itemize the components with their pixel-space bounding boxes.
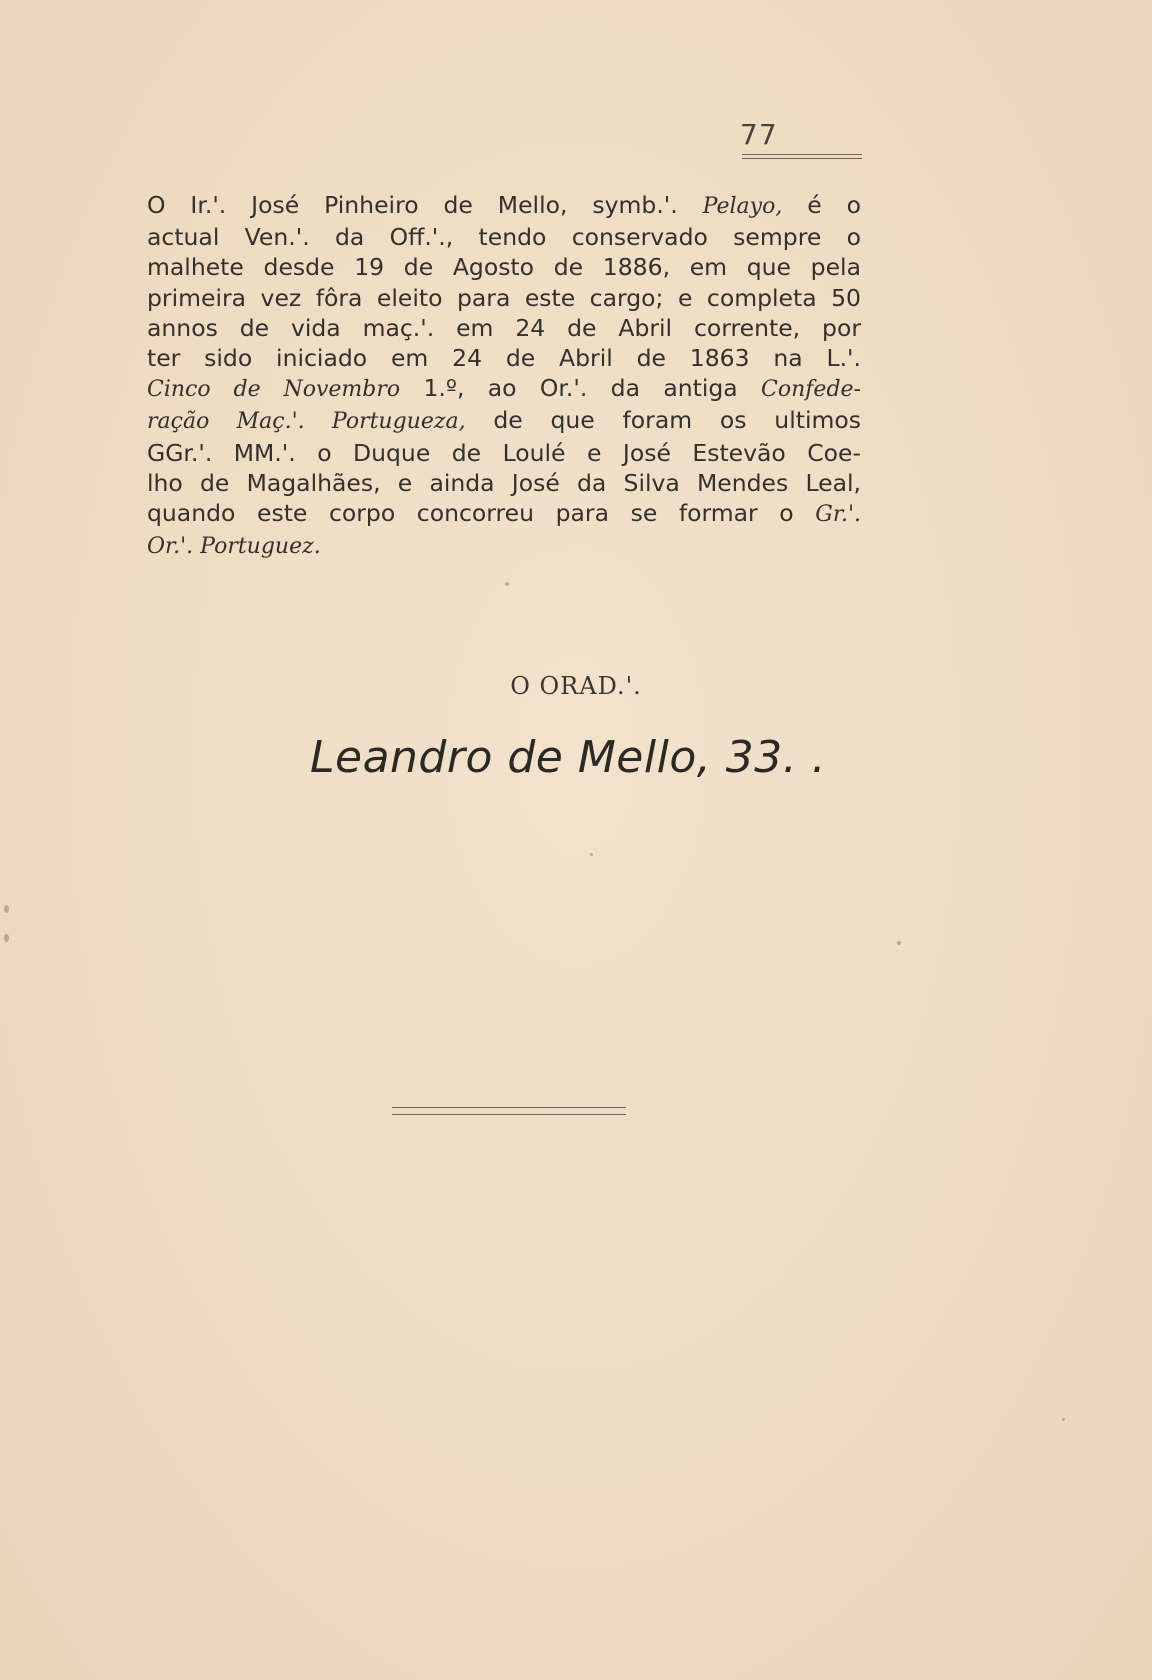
- text-line: [147, 530, 861, 562]
- italic-run: Or.'. Portuguez.: [147, 534, 321, 560]
- text-line: [147, 222, 861, 252]
- end-rule: [392, 1107, 626, 1115]
- text-line: [147, 343, 861, 373]
- paper-speck: [505, 582, 509, 586]
- paper-speck: [590, 853, 593, 856]
- paper-speck: [1062, 1418, 1065, 1421]
- body-paragraph: [147, 190, 861, 562]
- italic-run: Cinco de Novembro: [147, 377, 401, 403]
- text-line: [147, 468, 861, 498]
- text-line: [147, 283, 861, 313]
- paper-speck: [4, 905, 9, 913]
- text-run: de que foram os ultimos: [465, 406, 861, 435]
- text-run: lho de Magalhães, e ainda José da Silva Mendes Leal,: [147, 468, 861, 497]
- text-run: actual Ven.'. da Off.'., tendo conservado sempre o: [147, 223, 861, 252]
- page-number: 77: [740, 118, 778, 151]
- orator-title: O ORAD.'.: [510, 672, 642, 700]
- text-line: [147, 498, 861, 530]
- italic-run: ração Maç.'. Portugueza,: [147, 409, 466, 435]
- italic-run: Confede-: [761, 377, 861, 403]
- paper-speck: [897, 941, 901, 945]
- text-run: quando este corpo concorreu para se formar o: [147, 499, 816, 528]
- text-run: ter sido iniciado em 24 de Abril de 1863 na L.'.: [147, 344, 861, 373]
- text-line: [147, 373, 861, 405]
- text-line: [147, 313, 861, 343]
- text-run: O Ir.'. José Pinheiro de Mello, symb.'.: [147, 191, 703, 219]
- text-run: GGr.'. MM.'. o Duque de Loulé e José Estevão Coe-: [147, 438, 861, 467]
- text-line: [147, 190, 861, 222]
- page-number-rule: [742, 154, 862, 159]
- text-line: [147, 405, 861, 437]
- text-run: annos de vida maç.'. em 24 de Abril corrente, por: [147, 313, 861, 342]
- italic-run: Gr.'.: [815, 502, 861, 528]
- italic-run: Pelayo,: [702, 194, 783, 219]
- text-line: [147, 438, 861, 468]
- text-run: é o: [782, 191, 861, 219]
- text-run: 1.º, ao Or.'. da antiga: [400, 374, 762, 403]
- paper-speck: [4, 934, 9, 942]
- signature: Leandro de Mello, 33. .: [310, 732, 827, 783]
- text-run: primeira vez fôra eleito para este cargo; e completa 50: [147, 283, 861, 312]
- text-line: [147, 252, 861, 282]
- text-run: malhete desde 19 de Agosto de 1886, em que pela: [147, 253, 861, 282]
